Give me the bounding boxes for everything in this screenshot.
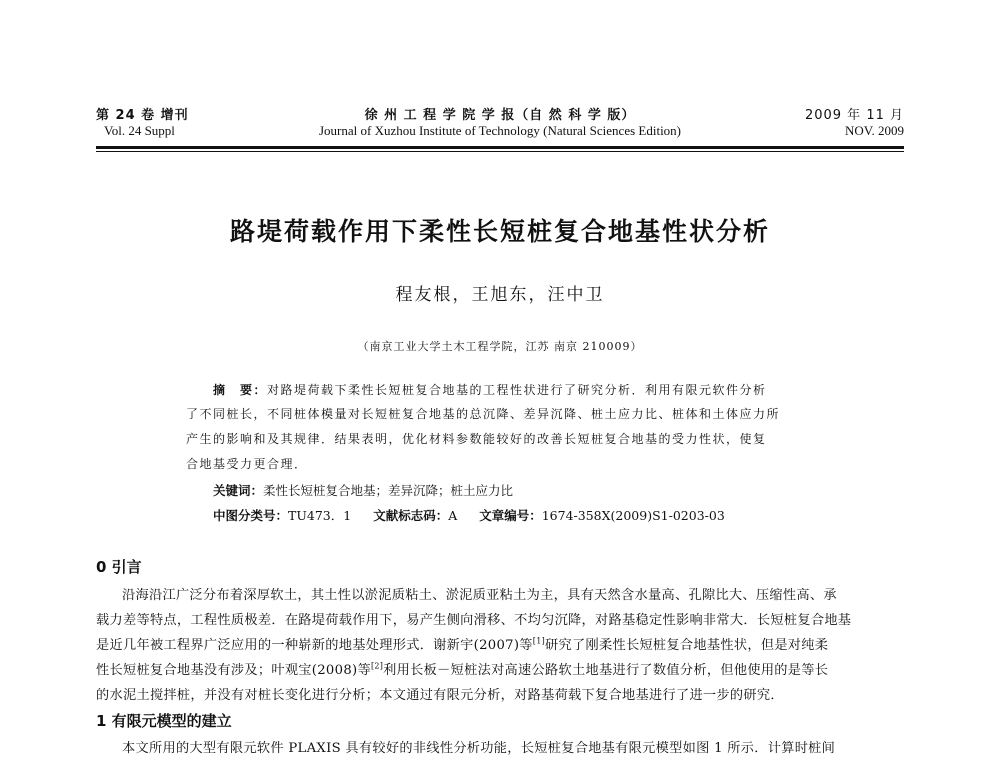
author-affiliation: （南京工业大学土木工程学院，江苏 南京 210009） xyxy=(357,340,643,353)
keywords-text: 柔性长短桩复合地基；差异沉降；桩土应力比 xyxy=(263,483,514,498)
keywords-label: 关键词： xyxy=(213,483,264,498)
intro-line-4-text-b: 利用长板－短桩法对高速公路软土地基进行了数值分析，但他使用的是等长 xyxy=(383,663,829,678)
issue-date-en: NOV. 2009 xyxy=(845,123,904,138)
intro-line-2: 载力差等特点，工程性质极差．在路堤荷载作用下，易产生侧向滑移、不均匀沉降，对路基稳定性影响非常大．长短桩复合地基 xyxy=(96,613,852,628)
article-number: 1674-358X(2009)S1-0203-03 xyxy=(541,508,725,523)
header-rule xyxy=(96,146,904,149)
intro-line-4-text: 性长短桩复合地基没有涉及；叶观宝(2008)等 xyxy=(96,663,371,678)
abstract-line-1 xyxy=(213,381,767,398)
intro-line-3 xyxy=(96,634,828,653)
clc-label: 中图分类号： xyxy=(213,508,289,523)
volume-cn: 第 24 卷 增刊 xyxy=(96,108,189,123)
issue-date-cn: 2009 年 11 月 xyxy=(804,108,904,123)
section-heading-introduction: 0 引言 xyxy=(96,558,142,576)
intro-line-3-text: 是近几年被工程界广泛应用的一种崭新的地基处理形式．谢新宇(2007)等 xyxy=(96,638,533,653)
abstract-line-3: 产生的影响和及其规律．结果表明，优化材料参数能较好的改善长短桩复合地基的受力性状，使复 xyxy=(186,432,767,446)
abstract-line-4: 合地基受力更合理． xyxy=(186,457,308,471)
journal-title-en: Journal of Xuzhou Institute of Technology (Natural Sciences Edition) xyxy=(318,123,682,138)
intro-line-3-text-b: 研究了刚柔性长短桩复合地基性状，但是对纯柔 xyxy=(545,638,829,653)
intro-line-1: 沿海沿江广泛分布着深厚软土，其土性以淤泥质粘土、淤泥质亚粘土为主，具有天然含水量高、孔隙比大、压缩性高、承 xyxy=(122,588,837,603)
paper-authors: 程友根，王旭东，汪中卫 xyxy=(395,285,605,305)
intro-line-4 xyxy=(96,659,828,678)
keywords-line xyxy=(213,481,513,499)
article-number-label: 文章编号： xyxy=(479,508,542,523)
citation-2: [2] xyxy=(370,661,384,671)
paper-title: 路堤荷载作用下柔性长短桩复合地基性状分析 xyxy=(229,217,770,246)
doc-code: A xyxy=(448,508,458,523)
abstract-line-2: 了不同桩长，不同桩体模量对长短桩复合地基的总沉降、差异沉降、桩土应力比、桩体和土体应力所 xyxy=(186,407,781,421)
intro-line-5: 的水泥土搅拌桩，并没有对桩长变化进行分析；本文通过有限元分析，对路基荷载下复合地基进行了进一步的研究． xyxy=(96,688,784,703)
fem-line-1: 本文所用的大型有限元软件 PLAXIS 具有较好的非线性分析功能，长短桩复合地基有限元模型如图 1 所示．计算时桩间 xyxy=(122,741,836,756)
header-rule-thin xyxy=(96,151,904,152)
citation-1: [1] xyxy=(532,636,546,646)
doc-code-label: 文献标志码： xyxy=(373,508,449,523)
volume-en: Vol. 24 Suppl xyxy=(104,123,175,138)
clc-number: TU473．1 xyxy=(288,508,352,523)
abstract-label: 摘 要： xyxy=(213,383,268,397)
classification-line xyxy=(213,506,725,524)
abstract-text: 对路堤荷载下柔性长短桩复合地基的工程性状进行了研究分析．利用有限元软件分析 xyxy=(267,383,767,397)
section-heading-fem-model: 1 有限元模型的建立 xyxy=(96,712,232,730)
journal-title-cn: 徐 州 工 程 学 院 学 报（自 然 科 学 版） xyxy=(364,108,636,123)
